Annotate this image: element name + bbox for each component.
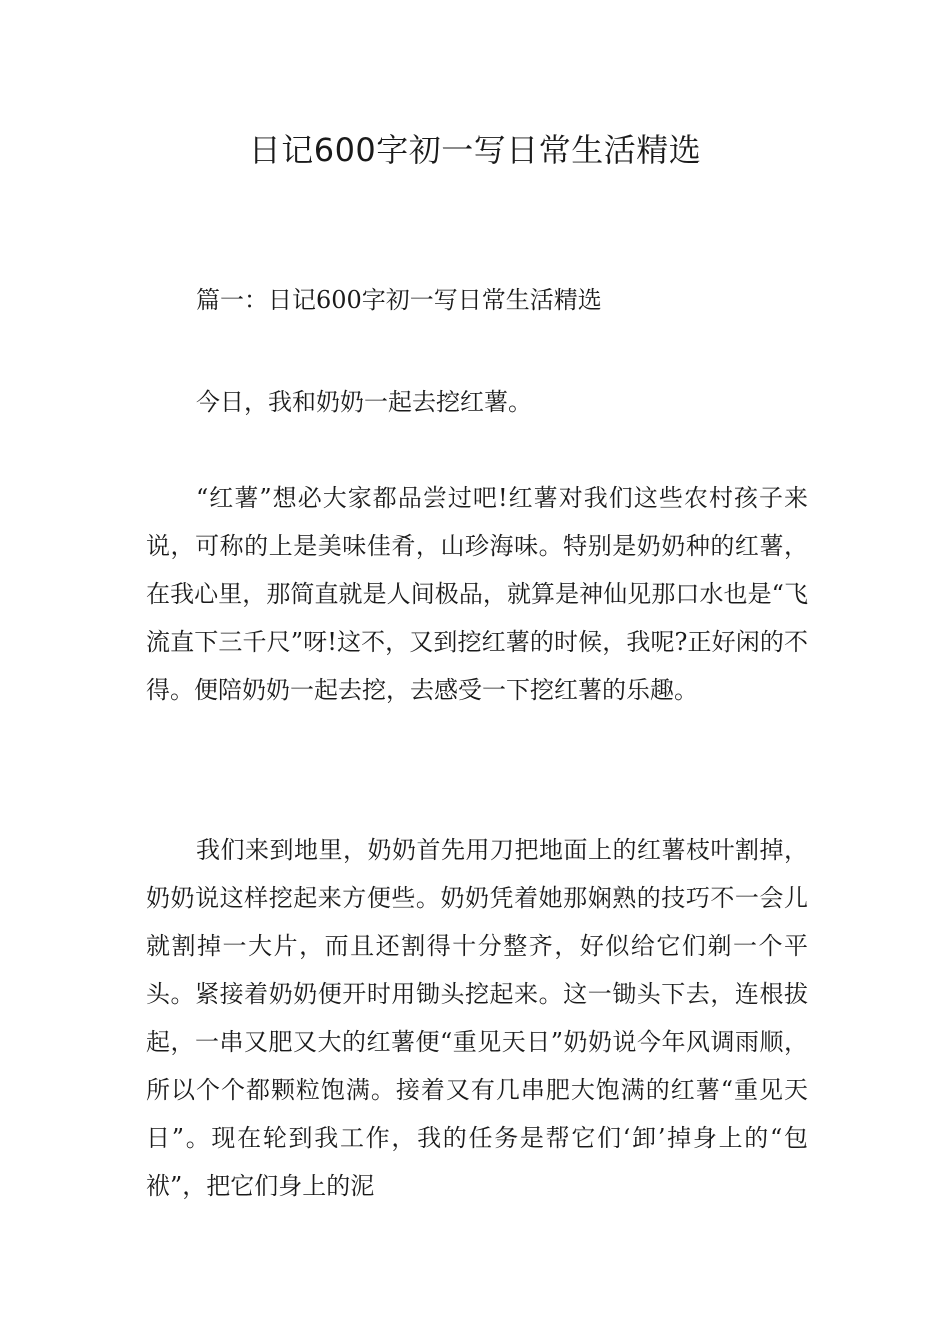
document-title: 日记600字初一写日常生活精选: [248, 131, 702, 169]
paragraph: 我们来到地里，奶奶首先用刀把地面上的红薯枝叶割掉，奶奶说这样挖起来方便些。奶奶凭着她那娴熟的技巧不一会儿就割掉一大片，而且还割得十分整齐，好似给它们剃一个平头。紧接着奶奶便开时用锄头挖起来。这一锄头下去，连根拔起，一串又肥又大的红薯便“重见天日”奶奶说今年风调雨顺，所以个个都颗粒饱满。接着又有几串肥大饱满的红薯“重见天日”。现在轮到我工作，我的任务是帮它们‘卸’掉身上的“包袱”，把它们身上的泥: [146, 836, 808, 1200]
paragraph: 今日，我和奶奶一起去挖红薯。: [196, 388, 532, 416]
section-heading: 篇一：日记600字初一写日常生活精选: [196, 286, 602, 314]
paragraph: “红薯”想必大家都品尝过吧!红薯对我们这些农村孩子来说，可称的上是美味佳肴，山珍海味。特别是奶奶种的红薯，在我心里，那简直就是人间极品，就算是神仙见那口水也是“飞流直下三千尺”呀!这不，又到挖红薯的时候，我呢?正好闲的不得。便陪奶奶一起去挖，去感受一下挖红薯的乐趣。: [146, 484, 808, 704]
